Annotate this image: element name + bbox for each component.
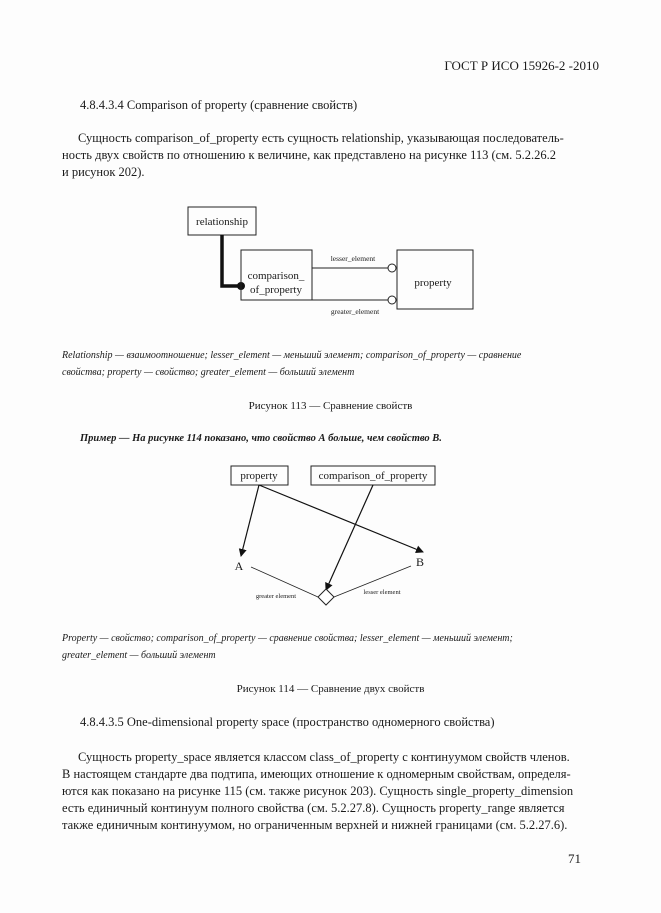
- figure-113-caption: Рисунок 113 — Сравнение свойств: [248, 400, 413, 412]
- legend-line: Property — свойство; comparison_of_property — сравнение свойства; lesser_element — меньший элемент;: [62, 633, 513, 644]
- property-to-a-arrow: [241, 485, 259, 556]
- property-to-b-arrow: [259, 485, 423, 552]
- paragraph-line: Сущность property_space является классом class_of_property с континуумом свойств членов.: [78, 750, 570, 764]
- example-text: Пример — На рисунке 114 показано, что свойство А больше, чем свойство В.: [80, 433, 442, 444]
- paragraph-property-space: [62, 749, 598, 834]
- comparison-instance-diamond: [318, 589, 334, 605]
- lesser-element-label: lesser_element: [330, 254, 376, 263]
- page-number: 71: [568, 851, 581, 866]
- lesser-element-label: lesser element: [363, 589, 401, 596]
- comparison-box-label-line2: of_property: [250, 284, 302, 296]
- comparison-to-instance-arrow: [326, 485, 373, 590]
- paragraph-line: и рисунок 202).: [62, 165, 145, 179]
- figure-113-diagram: [0, 195, 661, 325]
- figure-114-legend: [62, 630, 598, 664]
- property-b-label: B: [415, 555, 425, 569]
- legend-line: greater_element — больший элемент: [62, 650, 216, 661]
- property-a-label: A: [234, 559, 244, 573]
- figure-114-caption: Рисунок 114 — Сравнение двух свойств: [236, 683, 425, 695]
- legend-line: свойства; property — свойство; greater_element — больший элемент: [62, 367, 355, 378]
- greater-element-label: greater element: [255, 593, 297, 600]
- document-header: ГОСТ Р ИСО 15926-2 -2010: [444, 58, 599, 73]
- lesser-element-end: [388, 264, 396, 272]
- section-heading-property-space: 4.8.4.3.5 One-dimensional property space (пространство одномерного свойства): [80, 715, 495, 729]
- legend-line: Relationship — взаимоотношение; lesser_element — меньший элемент; comparison_of_property — сравнение: [62, 350, 522, 361]
- paragraph-comparison: [62, 130, 598, 181]
- paragraph-line: ются как показано на рисунке 115 (см. также рисунок 203). Сущность single_property_dimension: [62, 784, 574, 798]
- figure-113-legend: [62, 347, 598, 381]
- paragraph-line: В настоящем стандарте два подтипа, имеющих отношение к одномерным свойствам, определя-: [62, 767, 571, 781]
- paragraph-line: ность двух свойств по отношению к величине, как представлено на рисунке 113 (см. 5.2.26.2: [62, 148, 557, 162]
- relationship-box-label: relationship: [196, 216, 248, 228]
- paragraph-line: есть единичный континуум полного свойства (см. 5.2.27.8). Сущность property_range является: [62, 801, 565, 815]
- comparison-box-label-line1: comparison_: [247, 270, 305, 282]
- greater-element-label: greater_element: [330, 307, 380, 316]
- comparison-box-label: comparison_of_property: [318, 470, 428, 482]
- figure-114-diagram: [0, 460, 661, 610]
- property-box-label: property: [240, 470, 278, 482]
- property-box-label: property: [414, 277, 452, 289]
- paragraph-line: также единичным континуумом, но ограниченным верхней и нижней границами (см. 5.2.27.6).: [62, 818, 568, 832]
- paragraph-line: Сущность comparison_of_property есть сущность relationship, указывающая последователь-: [78, 131, 564, 145]
- section-heading-comparison: 4.8.4.3.4 Comparison of property (сравнение свойств): [80, 98, 358, 112]
- greater-element-end: [388, 296, 396, 304]
- subtype-connector: [222, 235, 241, 286]
